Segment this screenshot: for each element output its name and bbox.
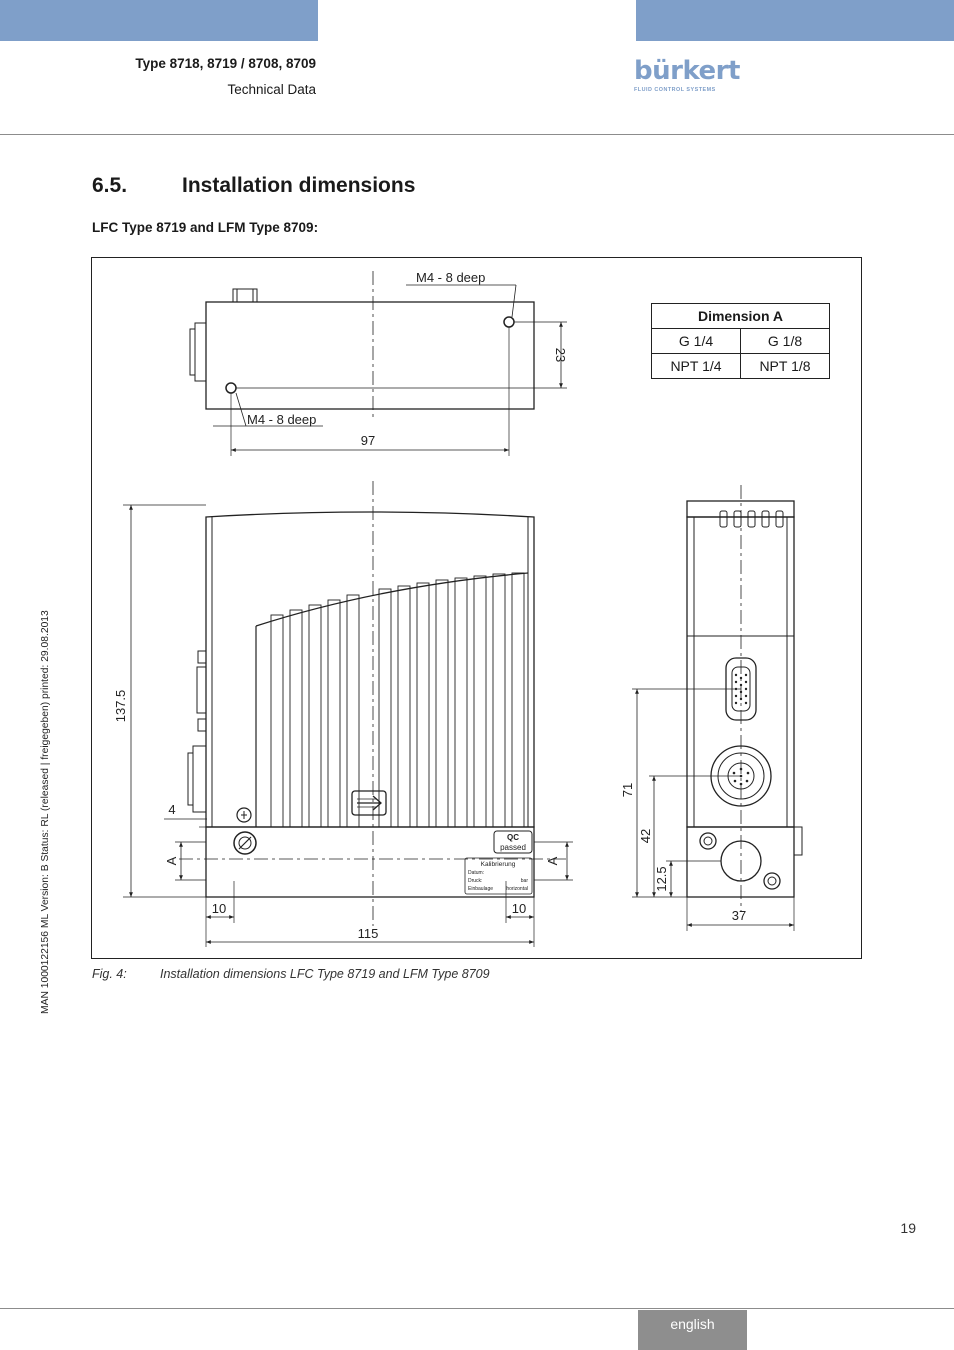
label-horizontal: horizontal [506,886,528,892]
label-115: 115 [357,926,379,941]
section-title: Installation dimensions [182,174,416,197]
label-4: 4 [168,802,176,817]
label-12-5: 12.5 [654,866,669,892]
label-10-left: 10 [211,901,227,916]
installation-drawing [91,257,862,959]
section-subtitle: LFC Type 8719 and LFM Type 8709: [92,220,319,235]
table-row [652,329,830,354]
header-divider [0,134,954,135]
label-37: 37 [731,908,747,923]
label-a-left: A [164,856,179,866]
label-datum: Datum: [468,870,485,876]
header-band-left [0,0,318,41]
label-71: 71 [620,782,635,798]
top-view [190,271,567,456]
table-cell: G 1/8 [741,329,830,354]
page-number: 19 [900,1220,916,1236]
label-kalibrierung: Kalibrierung [480,861,516,868]
label-a-right: A [545,856,560,866]
table-cell: NPT 1/8 [741,354,830,379]
label-bar: bar [520,878,528,884]
label-42: 42 [638,828,653,844]
label-druck: Druck: [468,878,483,884]
document-status-note: MAN 1000122156 ML Version: B Status: RL (released | freigegeben) printed: 29.08.2013 [40,610,51,1014]
label-10-right: 10 [511,901,527,916]
label-23: 23 [553,347,568,363]
label-einbaulage: Einbaulage [468,886,494,892]
table-header: Dimension A [652,304,830,329]
label-m4-top: M4 - 8 deep [416,270,486,285]
side-view [632,485,802,931]
table-cell: NPT 1/4 [652,354,741,379]
table-row [652,354,830,379]
logo-tagline: FLUID CONTROL SYSTEMS [634,87,716,93]
label-qc: QC [507,833,519,842]
document-type-title: Type 8718, 8719 / 8708, 8709 [135,56,316,71]
front-view [123,481,573,947]
logo-wordmark: bürkert [634,56,740,86]
section-number: 6.5. [92,174,128,197]
table-row [652,304,830,329]
table-cell: G 1/4 [652,329,741,354]
footer-divider [0,1308,954,1309]
label-qc-passed: passed [500,843,526,852]
burkert-logo [634,56,740,96]
header-band-right [636,0,954,41]
label-137-5: 137.5 [113,689,128,723]
dimension-a-table [651,303,830,379]
label-97: 97 [360,433,376,448]
figure-caption-number: Fig. 4: [92,967,127,981]
language-tab: english [638,1310,747,1350]
document-chapter-title: Technical Data [227,82,316,97]
figure-caption-text: Installation dimensions LFC Type 8719 and LFM Type 8709 [160,967,490,981]
label-m4-bottom: M4 - 8 deep [247,412,317,427]
